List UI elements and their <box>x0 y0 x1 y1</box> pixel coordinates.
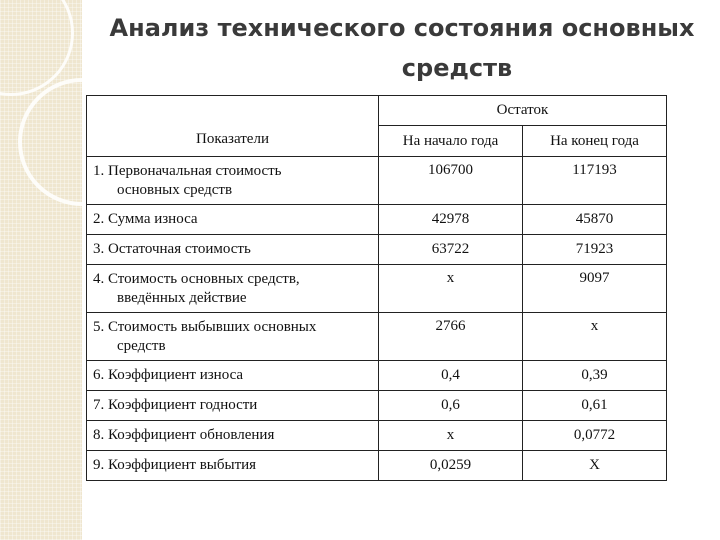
row-label-line-1: 5. Стоимость выбывших основных <box>93 318 317 335</box>
table-row <box>87 361 667 391</box>
cell-end-of-year: 117193 <box>523 157 667 205</box>
table-row <box>87 205 667 235</box>
cell-start-of-year: 42978 <box>379 205 523 235</box>
table-row <box>87 235 667 265</box>
row-label: 2. Сумма износа <box>87 205 379 235</box>
cell-start-of-year: 0,4 <box>379 361 523 391</box>
cell-start-of-year: 63722 <box>379 235 523 265</box>
cell-end-of-year: 9097 <box>523 265 667 313</box>
slide-title-line-2: средств <box>401 54 513 82</box>
column-group-header-balance: Остаток <box>379 96 667 126</box>
row-label-line-1: 4. Стоимость основных средств, <box>93 270 300 287</box>
column-header-indicators: Показатели <box>87 96 379 157</box>
slide-title <box>92 8 712 88</box>
cell-end-of-year: 45870 <box>523 205 667 235</box>
cell-end-of-year: Х <box>523 451 667 481</box>
row-label: 3. Остаточная стоимость <box>87 235 379 265</box>
row-label <box>87 265 379 313</box>
cell-end-of-year: 0,0772 <box>523 421 667 451</box>
table-row <box>87 421 667 451</box>
row-label <box>87 313 379 361</box>
cell-start-of-year: х <box>379 421 523 451</box>
decorative-side-strip <box>0 0 82 540</box>
column-header-end-of-year: На конец года <box>523 126 667 157</box>
cell-end-of-year: 0,39 <box>523 361 667 391</box>
table-row <box>87 391 667 421</box>
cell-end-of-year: 71923 <box>523 235 667 265</box>
cell-start-of-year: 106700 <box>379 157 523 205</box>
cell-start-of-year: 0,6 <box>379 391 523 421</box>
row-label: 6. Коэффициент износа <box>87 361 379 391</box>
table-row <box>87 451 667 481</box>
row-label <box>87 157 379 205</box>
row-label-line-2: средств <box>117 337 166 354</box>
cell-start-of-year: 2766 <box>379 313 523 361</box>
row-label-line-1: 1. Первоначальная стоимость <box>93 162 282 179</box>
table-header-row <box>87 96 667 126</box>
row-label-line-2: введённых действие <box>117 289 247 306</box>
table-row <box>87 265 667 313</box>
row-label-line-2: основных средств <box>117 181 233 198</box>
table-row <box>87 157 667 205</box>
cell-end-of-year: х <box>523 313 667 361</box>
row-label: 8. Коэффициент обновления <box>87 421 379 451</box>
slide-title-line-1: Анализ технического состояния основных <box>109 14 695 42</box>
column-header-start-of-year: На начало года <box>379 126 523 157</box>
cell-end-of-year: 0,61 <box>523 391 667 421</box>
row-label: 9. Коэффициент выбытия <box>87 451 379 481</box>
cell-start-of-year: х <box>379 265 523 313</box>
fixed-assets-table <box>86 95 667 481</box>
row-label: 7. Коэффициент годности <box>87 391 379 421</box>
cell-start-of-year: 0,0259 <box>379 451 523 481</box>
table-row <box>87 313 667 361</box>
